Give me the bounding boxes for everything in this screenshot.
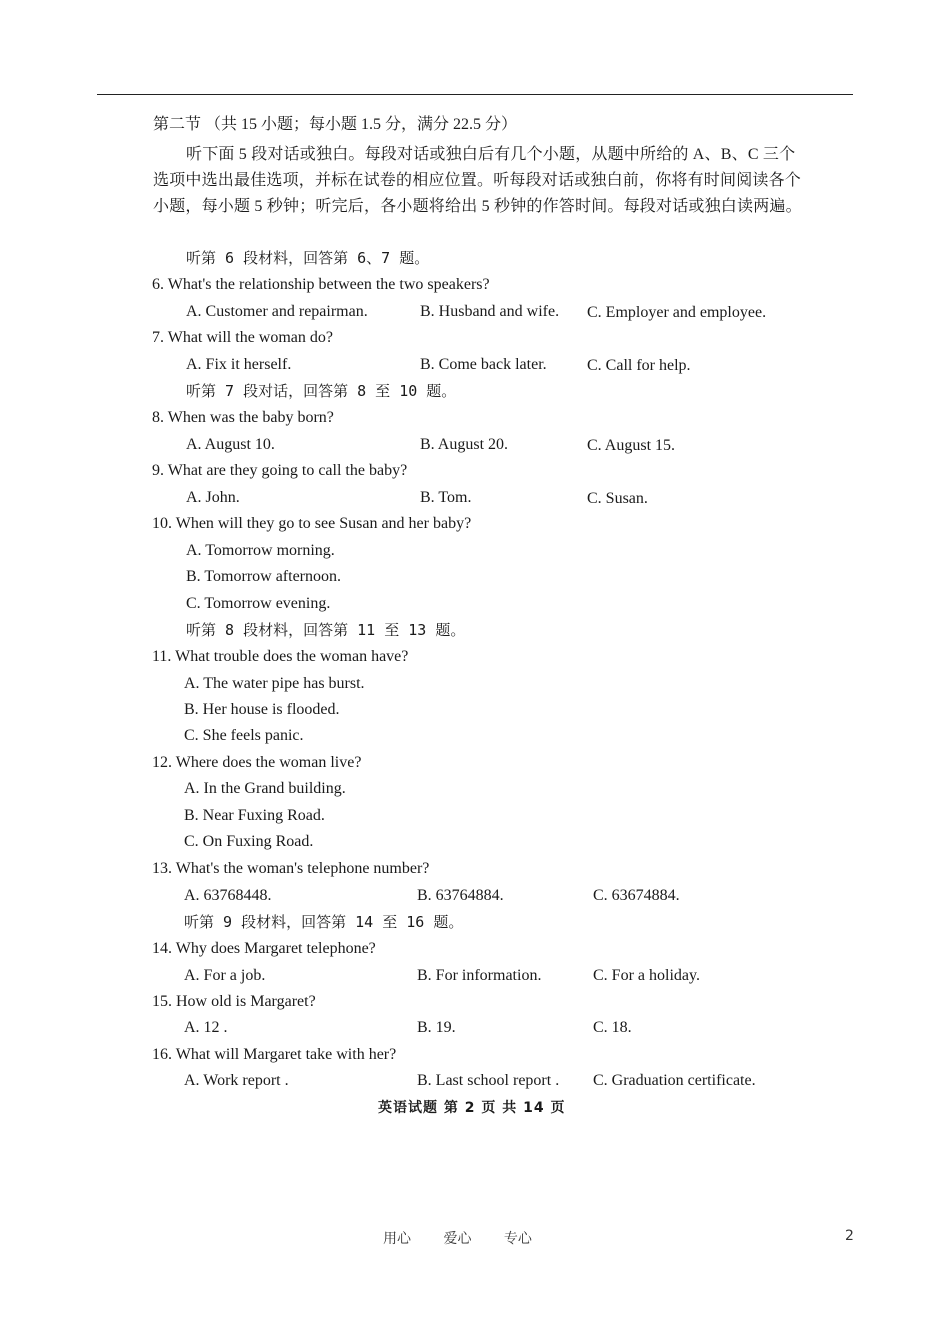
question-6: 6. What's the relationship between the two speakers? xyxy=(152,276,490,293)
section-title: 第二节 （共 15 小题；每小题 1.5 分，满分 22.5 分） xyxy=(153,116,518,133)
q6-option-a: A. Customer and repairman. xyxy=(186,303,368,320)
material-heading-7: 听第 7 段对话，回答第 8 至 10 题。 xyxy=(186,382,457,400)
q13-option-b: B. 63764884. xyxy=(417,887,504,904)
exam-page-footer: 英语试题 第 2 页 共 14 页 xyxy=(378,1100,566,1116)
top-divider xyxy=(97,94,853,95)
question-16: 16. What will Margaret take with her? xyxy=(152,1046,397,1063)
q9-option-a: A. John. xyxy=(186,489,240,506)
q15-option-a: A. 12 . xyxy=(184,1019,228,1036)
q12-option-c: C. On Fuxing Road. xyxy=(184,833,314,850)
question-7: 7. What will the woman do? xyxy=(152,329,333,346)
q6-option-b: B. Husband and wife. xyxy=(420,303,560,320)
slogan-2: 爱心 xyxy=(443,1231,472,1247)
page-footer-slogan xyxy=(383,1228,560,1248)
question-8: 8. When was the baby born? xyxy=(152,409,334,426)
q10-option-a: A. Tomorrow morning. xyxy=(186,542,335,559)
q11-option-c: C. She feels panic. xyxy=(184,727,304,744)
material-heading-9: 听第 9 段材料，回答第 14 至 16 题。 xyxy=(184,913,464,931)
q11-option-a: A. The water pipe has burst. xyxy=(184,675,365,692)
q9-option-b: B. Tom. xyxy=(420,489,472,506)
page-number: 2 xyxy=(845,1228,854,1244)
q8-option-a: A. August 10. xyxy=(186,436,275,453)
q11-option-b: B. Her house is flooded. xyxy=(184,701,340,718)
q13-option-a: A. 63768448. xyxy=(184,887,272,904)
question-11: 11. What trouble does the woman have? xyxy=(152,648,409,665)
q8-option-c: C. August 15. xyxy=(587,437,676,454)
slogan-1: 用心 xyxy=(383,1231,411,1247)
q7-option-a: A. Fix it herself. xyxy=(186,356,292,373)
q9-option-c: C. Susan. xyxy=(587,490,648,507)
question-14: 14. Why does Margaret telephone? xyxy=(152,940,376,957)
q14-option-c: C. For a holiday. xyxy=(593,967,700,984)
q15-option-c: C. 18. xyxy=(593,1019,632,1036)
q16-option-c: C. Graduation certificate. xyxy=(593,1072,756,1089)
q10-option-c: C. Tomorrow evening. xyxy=(186,595,331,612)
q14-option-a: A. For a job. xyxy=(184,967,266,984)
q7-option-b: B. Come back later. xyxy=(420,356,547,373)
q12-option-a: A. In the Grand building. xyxy=(184,780,346,797)
q10-option-b: B. Tomorrow afternoon. xyxy=(186,568,341,585)
material-heading-8: 听第 8 段材料，回答第 11 至 13 题。 xyxy=(186,621,466,639)
q8-option-b: B. August 20. xyxy=(420,436,509,453)
slogan-3: 专心 xyxy=(503,1231,532,1247)
question-15: 15. How old is Margaret? xyxy=(152,993,316,1010)
question-10: 10. When will they go to see Susan and her baby? xyxy=(152,515,472,532)
q14-option-b: B. For information. xyxy=(417,967,542,984)
question-13: 13. What's the woman's telephone number? xyxy=(152,860,430,877)
material-heading-6: 听第 6 段材料，回答第 6、7 题。 xyxy=(186,249,430,267)
q7-option-c: C. Call for help. xyxy=(587,357,691,374)
q12-option-b: B. Near Fuxing Road. xyxy=(184,807,325,824)
question-12: 12. Where does the woman live? xyxy=(152,754,362,771)
section-instructions: 听下面 5 段对话或独白。每段对话或独白后有几个小题，从题中所给的 A、B、C 三个选项中选出最佳选项，并标在试卷的相应位置。听每段对话或独白前，你将有时间阅读各个小题，每小题 5 秒钟；听完后，各小题将给出 5 秒钟的作答时间。每段对话或独白读两遍。 xyxy=(153,146,802,215)
q15-option-b: B. 19. xyxy=(417,1019,456,1036)
q13-option-c: C. 63674884. xyxy=(593,887,680,904)
q16-option-a: A. Work report . xyxy=(184,1072,289,1089)
q16-option-b: B. Last school report . xyxy=(417,1072,560,1089)
q6-option-c: C. Employer and employee. xyxy=(587,304,767,321)
question-9: 9. What are they going to call the baby? xyxy=(152,462,408,479)
